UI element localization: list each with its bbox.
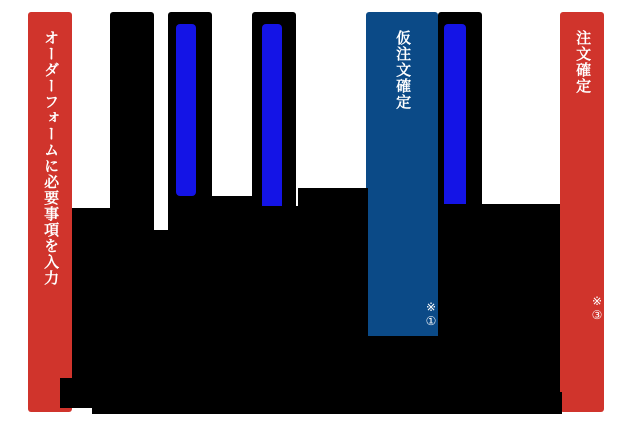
highlight-strip-3 bbox=[444, 24, 466, 208]
flow-step-order-form-input-inner bbox=[28, 12, 72, 412]
obscured-block-h bbox=[60, 378, 116, 408]
obscured-block-a bbox=[72, 208, 136, 400]
obscured-block-c bbox=[182, 196, 252, 400]
obscured-block-b bbox=[136, 230, 182, 400]
flow-step-provisional-order-confirm-note: ※① bbox=[424, 300, 438, 328]
obscured-block-f bbox=[366, 336, 438, 400]
flow-step-order-confirm[interactable] bbox=[560, 12, 604, 412]
flow-step-provisional-order-confirm-label: 仮注文確定 bbox=[394, 30, 412, 110]
obscured-block-e bbox=[298, 188, 368, 400]
flow-step-order-confirm-inner bbox=[560, 12, 604, 412]
highlight-strip-2 bbox=[262, 24, 282, 210]
obscured-block-baseline bbox=[92, 392, 562, 414]
flow-step-order-form-input[interactable] bbox=[28, 12, 72, 412]
obscured-block-d bbox=[252, 206, 298, 400]
flow-step-order-confirm-label: 注文確定 bbox=[574, 30, 592, 94]
flow-step-order-confirm-note: ※③ bbox=[590, 294, 604, 322]
obscured-block-g bbox=[438, 204, 560, 400]
flow-step-order-form-input-label: オーダーフォームに必要事項を入力 bbox=[42, 30, 60, 286]
highlight-strip-1 bbox=[176, 24, 196, 196]
